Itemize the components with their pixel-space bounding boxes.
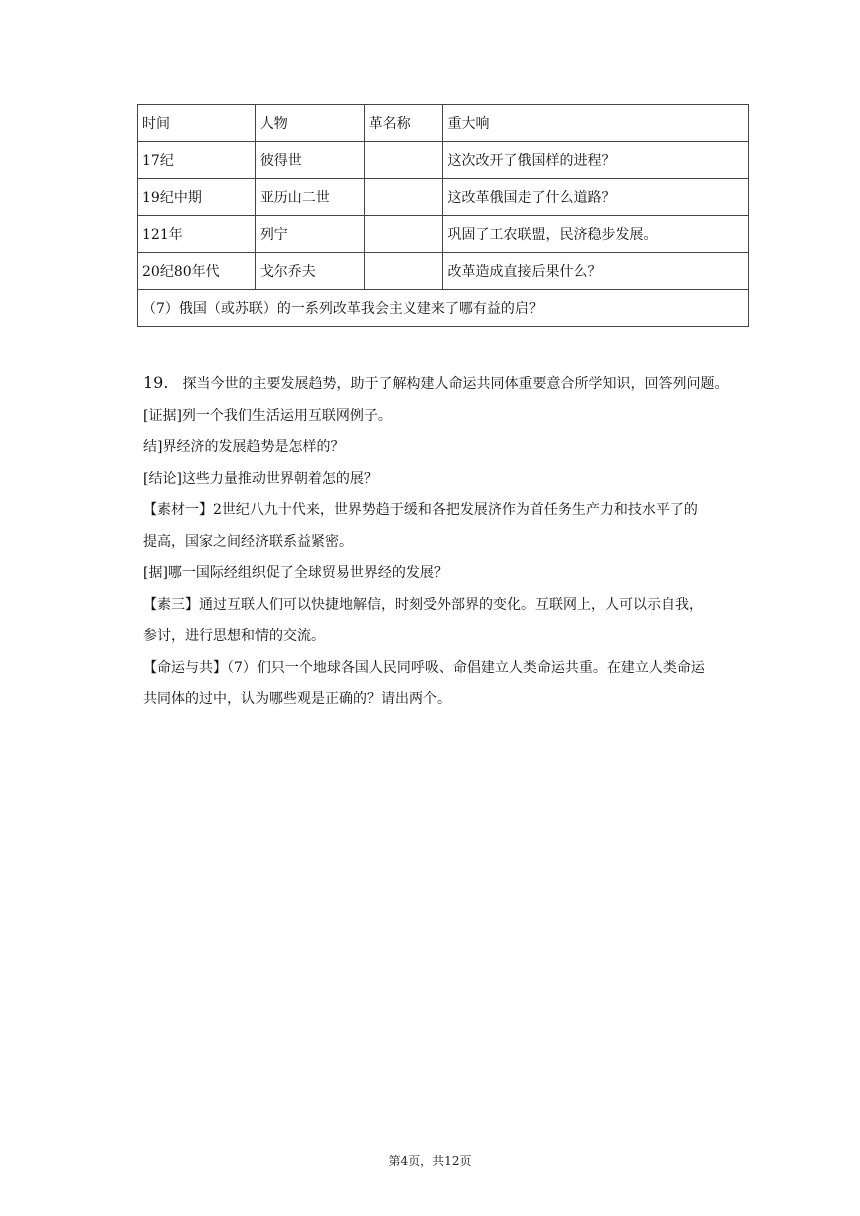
question-19-line [143, 367, 755, 401]
table-row [138, 216, 749, 253]
question-19-line: [据]哪一国际经组织促了全球贸易世界经的发展？ [143, 565, 448, 581]
question-19-line: 参讨，进行思想和情的交流。 [143, 628, 325, 644]
table-cell: 19纪中期 [138, 179, 256, 216]
question-19 [143, 367, 755, 716]
table-row [138, 253, 749, 290]
table-cell-blank [364, 142, 443, 179]
question-stem: 探当今世的主要发展趋势，助于了解构建人命运共同体重要意合所学知识，回答列问题。 [182, 376, 729, 392]
question-19-line: 提高，国家之间经济联系益紧密。 [143, 533, 353, 550]
header-cell-reform-name: 革名称 [364, 105, 443, 142]
question-19-line: 共同体的过中，认为哪些观是正确的？请出两个。 [143, 691, 451, 707]
header-cell-person: 人物 [255, 105, 364, 142]
table-row [138, 142, 749, 179]
table-cell-blank [364, 179, 443, 216]
question-19-line: [证据]列一个我们生活运用互联网例子。 [143, 407, 392, 424]
table-cell: 改革造成直接后果什么？ [443, 253, 749, 290]
table-question-cell: （7）俄国（或苏联）的一系列改革我会主义建来了哪有益的启？ [138, 290, 749, 327]
question-number: 19. [143, 373, 169, 392]
question-19-line: 【素材一】2世纪八九十代来，世界势趋于缓和各把发展济作为首任务生产力和技水平了的 [143, 502, 698, 518]
page-number-footer: 第4页，共12页 [388, 1154, 472, 1168]
table-cell-blank [364, 216, 443, 253]
table-cell-blank [364, 253, 443, 290]
reform-table [137, 104, 749, 327]
table-question-row [138, 290, 749, 327]
table-header-row [138, 105, 749, 142]
table-cell: 亚历山二世 [255, 179, 364, 216]
table-cell: 121年 [138, 216, 256, 253]
table-cell: 这改革俄国走了什么道路？ [443, 179, 749, 216]
table-cell: 巩固了工农联盟，民济稳步发展。 [443, 216, 749, 253]
table-cell: 17纪 [138, 142, 256, 179]
question-19-line: 【命运与共】（7）们只一个地球各国人民同呼吸、命倡建立人类命运共重。在建立人类命运 [143, 659, 705, 676]
question-19-line: 结]界经济的发展趋势是怎样的？ [143, 439, 345, 455]
table-cell: 彼得世 [255, 142, 364, 179]
question-19-line: 【素三】通过互联人们可以快捷地解信，时刻受外部界的变化。互联网上，人可以示自我， [143, 596, 703, 613]
table-cell: 列宁 [255, 216, 364, 253]
table-row [138, 179, 749, 216]
table-cell: 这次改开了俄国样的进程？ [443, 142, 749, 179]
question-19-line: [结论]这些力量推动世界朝着怎的展？ [143, 470, 378, 487]
table-cell: 戈尔乔夫 [255, 253, 364, 290]
header-cell-impact: 重大响 [443, 105, 749, 142]
header-cell-time: 时间 [138, 105, 256, 142]
table-cell: 20纪80年代 [138, 253, 256, 290]
